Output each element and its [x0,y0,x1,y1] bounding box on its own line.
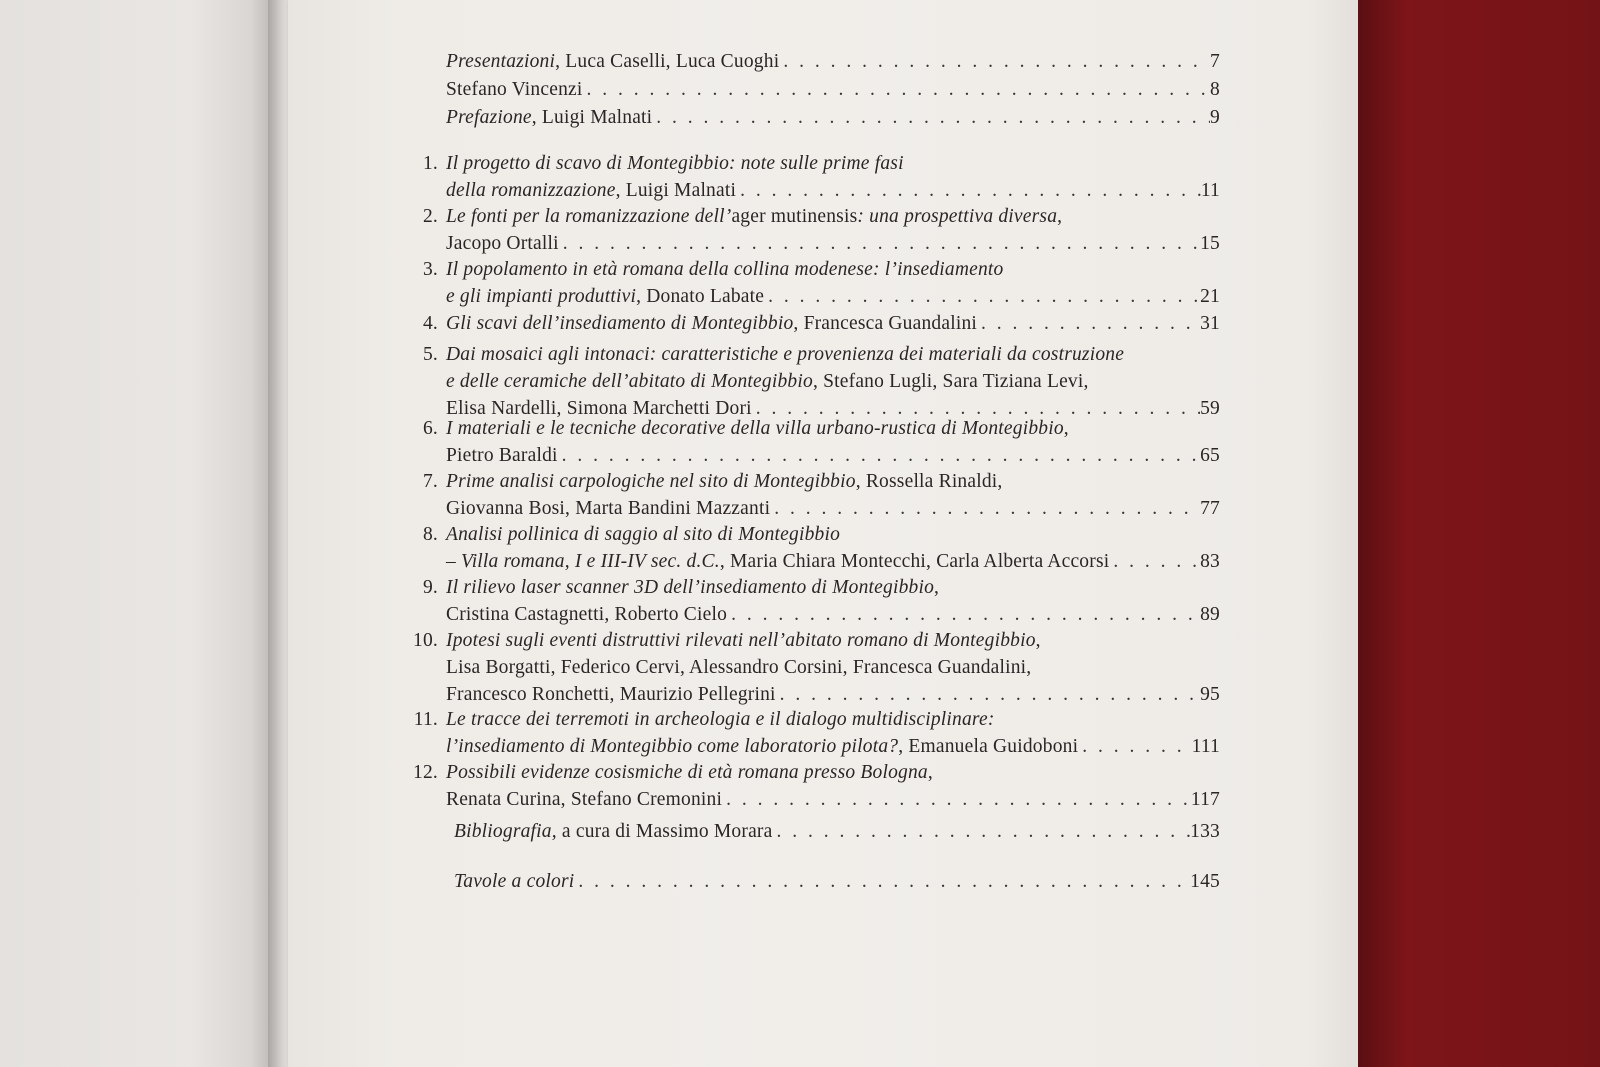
chapter-title-line: della romanizzazione [446,180,616,201]
chapter-title-line: Analisi pollinica di saggio al sito di Montegibbio [446,524,841,545]
dot-leader [558,442,1200,469]
page-number: 59 [1200,398,1220,419]
chapter-title-line: : una prospettiva diversa [857,206,1058,227]
page-number: 111 [1191,736,1220,757]
chapter-title-line: l’insediamento di Montegibbio come laboratorio pilota? [446,736,899,757]
dot-leader [779,48,1210,75]
entry-authors: Luca Caselli, Luca Cuoghi [565,51,780,72]
chapter-title-line: Il popolamento in età romana della collina modenese: l’insediamento [446,259,1004,280]
chapter-title-line: e delle ceramiche dell’abitato di Montegibbio [446,371,813,392]
page-number: 11 [1200,180,1220,201]
table-of-contents: Presentazioni, Luca Caselli, Luca Cuoghi . . . 7 Stefano Vincenzi . . . 8 Prefazione, Luigi Malnati . . . 9 1. Il progetto di scavo di Montegibbio: note sulle prime fasi della romanizzazione, Luigi Malnati . . . 11 2. Le fonti per la romanizzazione dell’ager mutinensis: una prospettiva diversa, Jacopo Ortalli . . . 15 3. Il popolamento in età romana della collina modenese: l’insediamento e gli impianti produttivi, Donato Labate . . . 21 4. Gli scavi dell’insediamento di Montegibbio, Francesca Guandalini . . . 31 5. Dai mosaici agli intonaci: caratteristiche e provenienza dei materiali da costruzione e delle ceramiche dell’abitato di Montegibbio, Stefano Lugli, Sara Tiziana Levi, Elisa Nardelli, Simona Marchetti Dori . . . 59 6. I materiali e le tecniche decorative della villa urbano-rustica di Montegibbio, Pietro Baraldi . . . 65 7. Prime analisi carpologiche nel sito di Montegibbio, Rossella Rinaldi, Giovanna Bosi, Marta Bandini Mazzanti . . . 77 8. Analisi pollinica di saggio al sito di Montegibbio – Villa romana, I e III-IV sec. d.C., Maria Chiara Montecchi, Carla Alberta Accorsi . . . 83 9. Il rilievo laser scanner 3D dell’insediamento di Montegibbio, Cristina Castagnetti, Roberto Cielo . . . 89 10. Ipotesi sugli eventi distruttivi rilevati nell’abitato romano di Montegibbio, Lisa Borgatti, Federico Cervi, Alessandro Corsini, Francesca Guandalini, Francesco Ronchetti, Maurizio Pellegrini . . . 95 11. Le tracce dei terremoti in archeologia e il dialogo multidisciplinare: l’insediamento di Montegibbio come laboratorio pilota?, Emanuela Guidoboni . . . 111 12. Possibili evidenze cosismiche di età romana presso Bologna, Renata Curina, Stefano Cremonini . . . 117 Bibliografia, a cura di Massimo Morara . . . 133 Tavole a colori . . . 145 [0,0,1600,1067]
page-number: 83 [1200,551,1220,572]
chapter-authors: Renata Curina, Stefano Cremonini [446,789,723,810]
punctuation: , [1063,418,1069,439]
chapter-authors: , Maria Chiara Montecchi, Carla Alberta Accorsi [719,551,1110,572]
chapter-title-line: Le fonti per la romanizzazione dell’ [446,206,732,227]
page-number: 145 [1190,871,1220,892]
dot-leader [764,283,1200,310]
dot-leader [770,495,1200,522]
chapter-number: 9. [422,577,438,598]
dot-leader [1078,733,1191,760]
entry-authors: Luigi Malnati [541,107,653,128]
chapter-number: 2. [422,206,438,227]
chapter-title-line: Il progetto di scavo di Montegibbio: note sulle prime fasi [446,153,904,174]
punctuation: , [1057,206,1063,227]
page-number: 133 [1190,821,1220,842]
chapter-authors: , Rossella Rinaldi, [855,471,1003,492]
page-number: 65 [1200,445,1220,466]
chapter-title-line: I materiali e le tecniche decorative della villa urbano-rustica di Montegibbio [446,418,1064,439]
page-number: 95 [1200,684,1220,705]
chapter-title-line: Possibili evidenze cosismiche di età romana presso Bologna [446,762,928,783]
dot-leader [1109,548,1200,575]
punctuation: , [927,762,933,783]
page-number: 7 [1210,51,1220,72]
chapter-authors: , Luigi Malnati [615,180,737,201]
entry-authors: Stefano Vincenzi [446,79,583,100]
chapter-number: 3. [422,259,438,280]
chapter-title-line: e gli impianti produttivi [446,286,637,307]
page-number: 21 [1200,286,1220,307]
chapter-number: 12. [413,762,438,783]
chapter-number: 6. [422,418,438,439]
chapter-authors: Pietro Baraldi [446,445,558,466]
chapter-authors: , Stefano Lugli, Sara Tiziana Levi, [812,371,1089,392]
chapter-number: 5. [422,344,438,365]
chapter-title-roman: ager mutinensis [731,206,858,227]
dot-leader [727,601,1200,628]
page-number: 89 [1200,604,1220,625]
punctuation: , [1035,630,1041,651]
chapter-title-line: Dai mosaici agli intonaci: caratteristiche e provenienza dei materiali da costruzione [446,344,1125,365]
chapter-title-line: Prime analisi carpologiche nel sito di Montegibbio [446,471,856,492]
dot-leader [736,177,1201,204]
page-number: 15 [1200,233,1220,254]
dot-leader [772,818,1190,845]
chapter-authors: Jacopo Ortalli [446,233,559,254]
page-number: 9 [1210,107,1220,128]
chapter-authors: , Francesca Guandalini [793,313,978,334]
page-number: 77 [1200,498,1220,519]
punctuation: , [934,577,940,598]
entry-authors: a cura di Massimo Morara [561,821,773,842]
chapter-number: 8. [422,524,438,545]
dot-leader [574,868,1190,895]
dot-leader [977,310,1200,337]
chapter-authors: , Emanuela Guidoboni [898,736,1079,757]
dot-leader [722,786,1191,813]
chapter-title-line: Ipotesi sugli eventi distruttivi rilevati nell’abitato romano di Montegibbio [446,630,1036,651]
chapter-authors: Cristina Castagnetti, Roberto Cielo [446,604,728,625]
chapter-title-line: – Villa romana, I e III-IV sec. d.C. [446,551,720,572]
chapter-number: 10. [413,630,438,651]
entry-title: Tavole a colori [454,871,575,892]
chapter-authors: Francesco Ronchetti, Maurizio Pellegrini [446,684,776,705]
chapter-authors: Giovanna Bosi, Marta Bandini Mazzanti [446,498,771,519]
chapter-title-line: Gli scavi dell’insediamento di Montegibbio [446,313,794,334]
page-number: 31 [1200,313,1220,334]
chapter-authors: Elisa Nardelli, Simona Marchetti Dori [446,398,752,419]
chapter-number: 11. [413,709,438,730]
chapter-number: 4. [422,313,438,334]
entry-title: Bibliografia, [454,821,557,842]
dot-leader [583,76,1211,103]
chapter-title-line: Le tracce dei terremoti in archeologia e il dialogo multidisciplinare: [446,709,995,730]
page-number: 117 [1190,789,1220,810]
dot-leader [776,681,1200,708]
chapter-number: 7. [422,471,438,492]
page-number: 8 [1210,79,1220,100]
chapter-title-line: Il rilievo laser scanner 3D dell’insediamento di Montegibbio [446,577,935,598]
entry-title: Prefazione [446,107,532,128]
chapter-authors: Lisa Borgatti, Federico Cervi, Alessandro Corsini, Francesca Guandalini, [446,657,1032,678]
entry-title: Presentazioni [446,51,556,72]
chapter-authors: , Donato Labate [636,286,765,307]
dot-leader [559,230,1200,257]
chapter-number: 1. [422,153,438,174]
dot-leader [652,104,1210,131]
